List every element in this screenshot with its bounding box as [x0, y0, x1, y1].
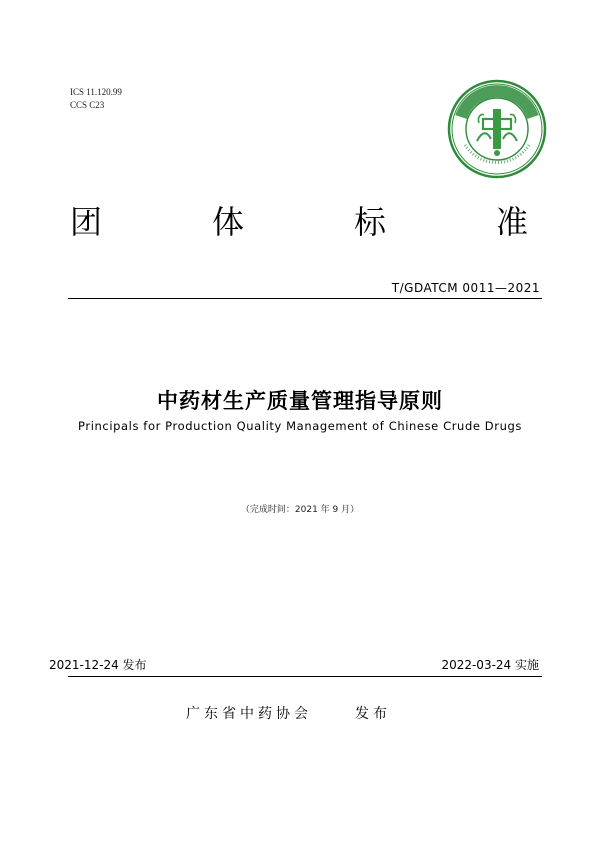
- implement-date: 2022-03-24 实施: [441, 658, 539, 672]
- document-type-char: 标: [354, 203, 387, 241]
- document-type-char: 准: [496, 203, 529, 241]
- document-type-heading: [68, 198, 542, 246]
- title-english: Principals for Production Quality Management of Chinese Crude Drugs: [78, 419, 522, 433]
- document-type-char: 团: [70, 203, 103, 241]
- classification-codes: [70, 86, 122, 112]
- issuer-action: 发布: [355, 706, 391, 722]
- association-logo: [447, 79, 547, 179]
- issuer-name: 广东省中药协会: [186, 706, 312, 722]
- ccs-code: CCS C23: [70, 100, 105, 110]
- standard-number: T/GDATCM 0011—2021: [391, 281, 540, 295]
- title-chinese: 中药材生产质量管理指导原则: [157, 389, 443, 413]
- document-type-char: 体: [212, 203, 245, 241]
- publish-date: 2021-12-24 发布: [49, 658, 147, 672]
- ics-code: ICS 11.120.99: [70, 87, 122, 97]
- completion-note: （完成时间：2021 年 9 月）: [240, 505, 360, 515]
- top-divider: [68, 298, 542, 299]
- bottom-divider: [68, 676, 542, 677]
